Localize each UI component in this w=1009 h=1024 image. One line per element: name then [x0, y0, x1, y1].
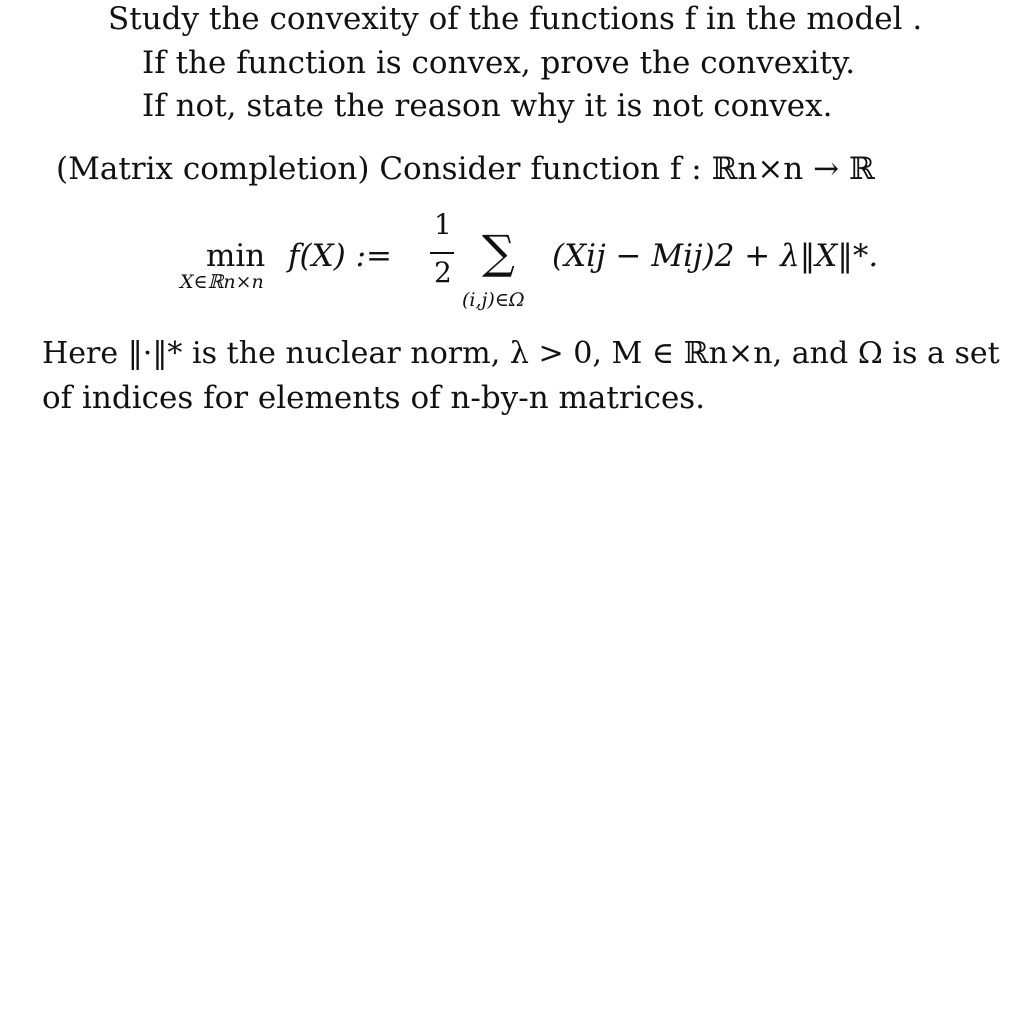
min-operator: min	[206, 238, 266, 274]
intro-line-1	[108, 1, 923, 37]
fraction-bar	[430, 252, 454, 254]
problem-heading	[56, 151, 875, 187]
intro-line-3-text: If not, state the reason why it is not convex.	[142, 88, 833, 124]
notes-line-1	[42, 336, 1000, 371]
notes-line-1-text: Here ‖·‖* is the nuclear norm, λ > 0, M ∈ ℝn×n, and Ω is a set	[42, 336, 1000, 371]
summation-subscript: (i,j)∈Ω	[462, 289, 525, 311]
summation-sign: ∑	[482, 225, 515, 279]
problem-heading-text: (Matrix completion) Consider function f : ℝn×n → ℝ	[56, 151, 875, 187]
summand-and-regularizer: (Xij − Mij)2 + λ‖X‖*.	[552, 238, 879, 274]
intro-line-2	[142, 45, 856, 81]
notes-line-2	[42, 380, 706, 416]
function-lhs: f(X) :=	[288, 238, 393, 274]
display-equation	[0, 205, 1009, 325]
fraction-numerator: 1	[434, 208, 452, 241]
notes-line-2-text: of indices for elements of n-by-n matrices.	[42, 380, 706, 416]
fraction-denominator: 2	[434, 256, 452, 289]
intro-line-1-text: Study the convexity of the functions f in the model .	[108, 1, 923, 37]
intro-line-3	[142, 88, 833, 124]
intro-line-2-text: If the function is convex, prove the convexity.	[142, 45, 856, 81]
min-subscript: X∈ℝn×n	[180, 271, 264, 293]
